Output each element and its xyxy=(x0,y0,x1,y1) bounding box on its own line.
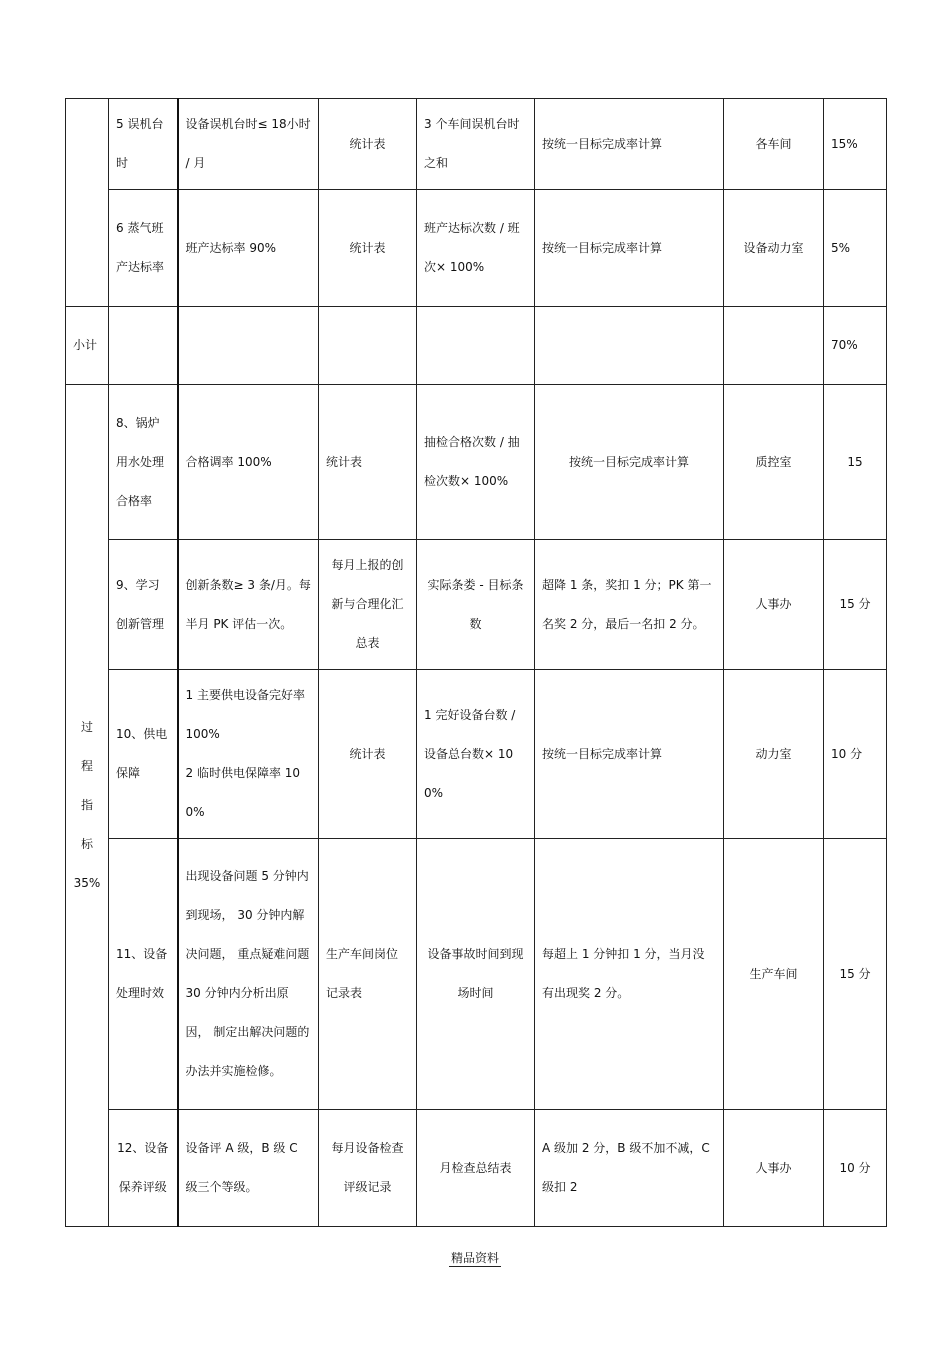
target-cell: 出现设备问题 5 分钟内到现场， 30 分钟内解决问题， 重点疑难问题 30 分钟内分析出原因， 制定出解决问题的办法并实施检修。 xyxy=(178,839,319,1110)
weight-cell: 15 xyxy=(824,385,887,540)
item-cell: 9、学习创新管理 xyxy=(109,540,178,670)
table-row xyxy=(66,670,887,839)
table-row xyxy=(66,839,887,1110)
item-cell: 8、锅炉用水处理合格率 xyxy=(109,385,178,540)
item-cell: 11、设备处理时效 xyxy=(109,839,178,1110)
footer-text: 精品资料 xyxy=(450,1251,499,1265)
kpi-table xyxy=(65,98,887,1227)
item-cell: 5 误机台时 xyxy=(109,99,178,190)
table-row xyxy=(66,1110,887,1227)
dept-cell: 人事办 xyxy=(724,540,824,670)
rule-cell: 按统一目标完成率计算 xyxy=(535,99,724,190)
rule-cell: 每超上 1 分钟扣 1 分，当月没有出现奖 2 分。 xyxy=(535,839,724,1110)
dept-cell: 人事办 xyxy=(724,1110,824,1227)
item-cell: 6 蒸气班产达标率 xyxy=(109,190,178,307)
weight-cell: 15% xyxy=(824,99,887,190)
empty-cell xyxy=(178,307,319,385)
rule-cell: A 级加 2 分，B 级不加不减，C 级扣 2 xyxy=(535,1110,724,1227)
subtotal-weight: 70% xyxy=(824,307,887,385)
page-footer xyxy=(0,1249,950,1266)
formula-cell: 抽检合格次数 / 抽检次数× 100% xyxy=(417,385,535,540)
weight-cell: 10 分 xyxy=(824,670,887,839)
target-cell: 合格调率 100% xyxy=(178,385,319,540)
table-row xyxy=(66,190,887,307)
formula-cell: 3 个车间误机台时之和 xyxy=(417,99,535,190)
weight-cell: 15 分 xyxy=(824,540,887,670)
item-cell: 10、供电保障 xyxy=(109,670,178,839)
empty-cell xyxy=(535,307,724,385)
formula-cell: 班产达标次数 / 班次× 100% xyxy=(417,190,535,307)
process-group-label: 过 程 指 标 35% xyxy=(66,385,109,1227)
formula-cell: 实际条娄 - 目标条数 xyxy=(417,540,535,670)
subtotal-label: 小计 xyxy=(66,307,109,385)
source-cell: 统计表 xyxy=(319,385,417,540)
formula-cell: 1 完好设备台数 / 设备总台数× 100% xyxy=(417,670,535,839)
source-cell: 生产车间岗位记录表 xyxy=(319,839,417,1110)
dept-cell: 动力室 xyxy=(724,670,824,839)
rule-cell: 按统一目标完成率计算 xyxy=(535,670,724,839)
source-cell: 统计表 xyxy=(319,99,417,190)
formula-cell: 设备事故时间到现场时间 xyxy=(417,839,535,1110)
source-cell: 统计表 xyxy=(319,190,417,307)
table-row xyxy=(66,99,887,190)
target-cell: 1 主要供电设备完好率 100% 2 临时供电保障率 100% xyxy=(178,670,319,839)
dept-cell: 质控室 xyxy=(724,385,824,540)
rule-cell: 按统一目标完成率计算 xyxy=(535,190,724,307)
source-cell: 每月上报的创新与合理化汇总表 xyxy=(319,540,417,670)
empty-cell xyxy=(319,307,417,385)
weight-cell: 5% xyxy=(824,190,887,307)
source-cell: 统计表 xyxy=(319,670,417,839)
target-cell: 班产达标率 90% xyxy=(178,190,319,307)
formula-cell: 月检查总结表 xyxy=(417,1110,535,1227)
subtotal-row xyxy=(66,307,887,385)
empty-cell xyxy=(417,307,535,385)
table-row xyxy=(66,385,887,540)
dept-cell: 设备动力室 xyxy=(724,190,824,307)
empty-cell xyxy=(109,307,178,385)
table-row xyxy=(66,540,887,670)
item-cell: 12、设备保养评级 xyxy=(109,1110,178,1227)
source-cell: 每月设备检查评级记录 xyxy=(319,1110,417,1227)
weight-cell: 15 分 xyxy=(824,839,887,1110)
group-cell-empty xyxy=(66,99,109,307)
rule-cell: 按统一目标完成率计算 xyxy=(535,385,724,540)
target-cell: 创新条数≥ 3 条/月。每半月 PK 评估一次。 xyxy=(178,540,319,670)
dept-cell: 各车间 xyxy=(724,99,824,190)
dept-cell: 生产车间 xyxy=(724,839,824,1110)
target-cell: 设备误机台时≤ 18小时 / 月 xyxy=(178,99,319,190)
weight-cell: 10 分 xyxy=(824,1110,887,1227)
target-cell: 设备评 A 级，B 级 C 级三个等级。 xyxy=(178,1110,319,1227)
rule-cell: 超降 1 条，奖扣 1 分；PK 第一名奖 2 分，最后一名扣 2 分。 xyxy=(535,540,724,670)
empty-cell xyxy=(724,307,824,385)
